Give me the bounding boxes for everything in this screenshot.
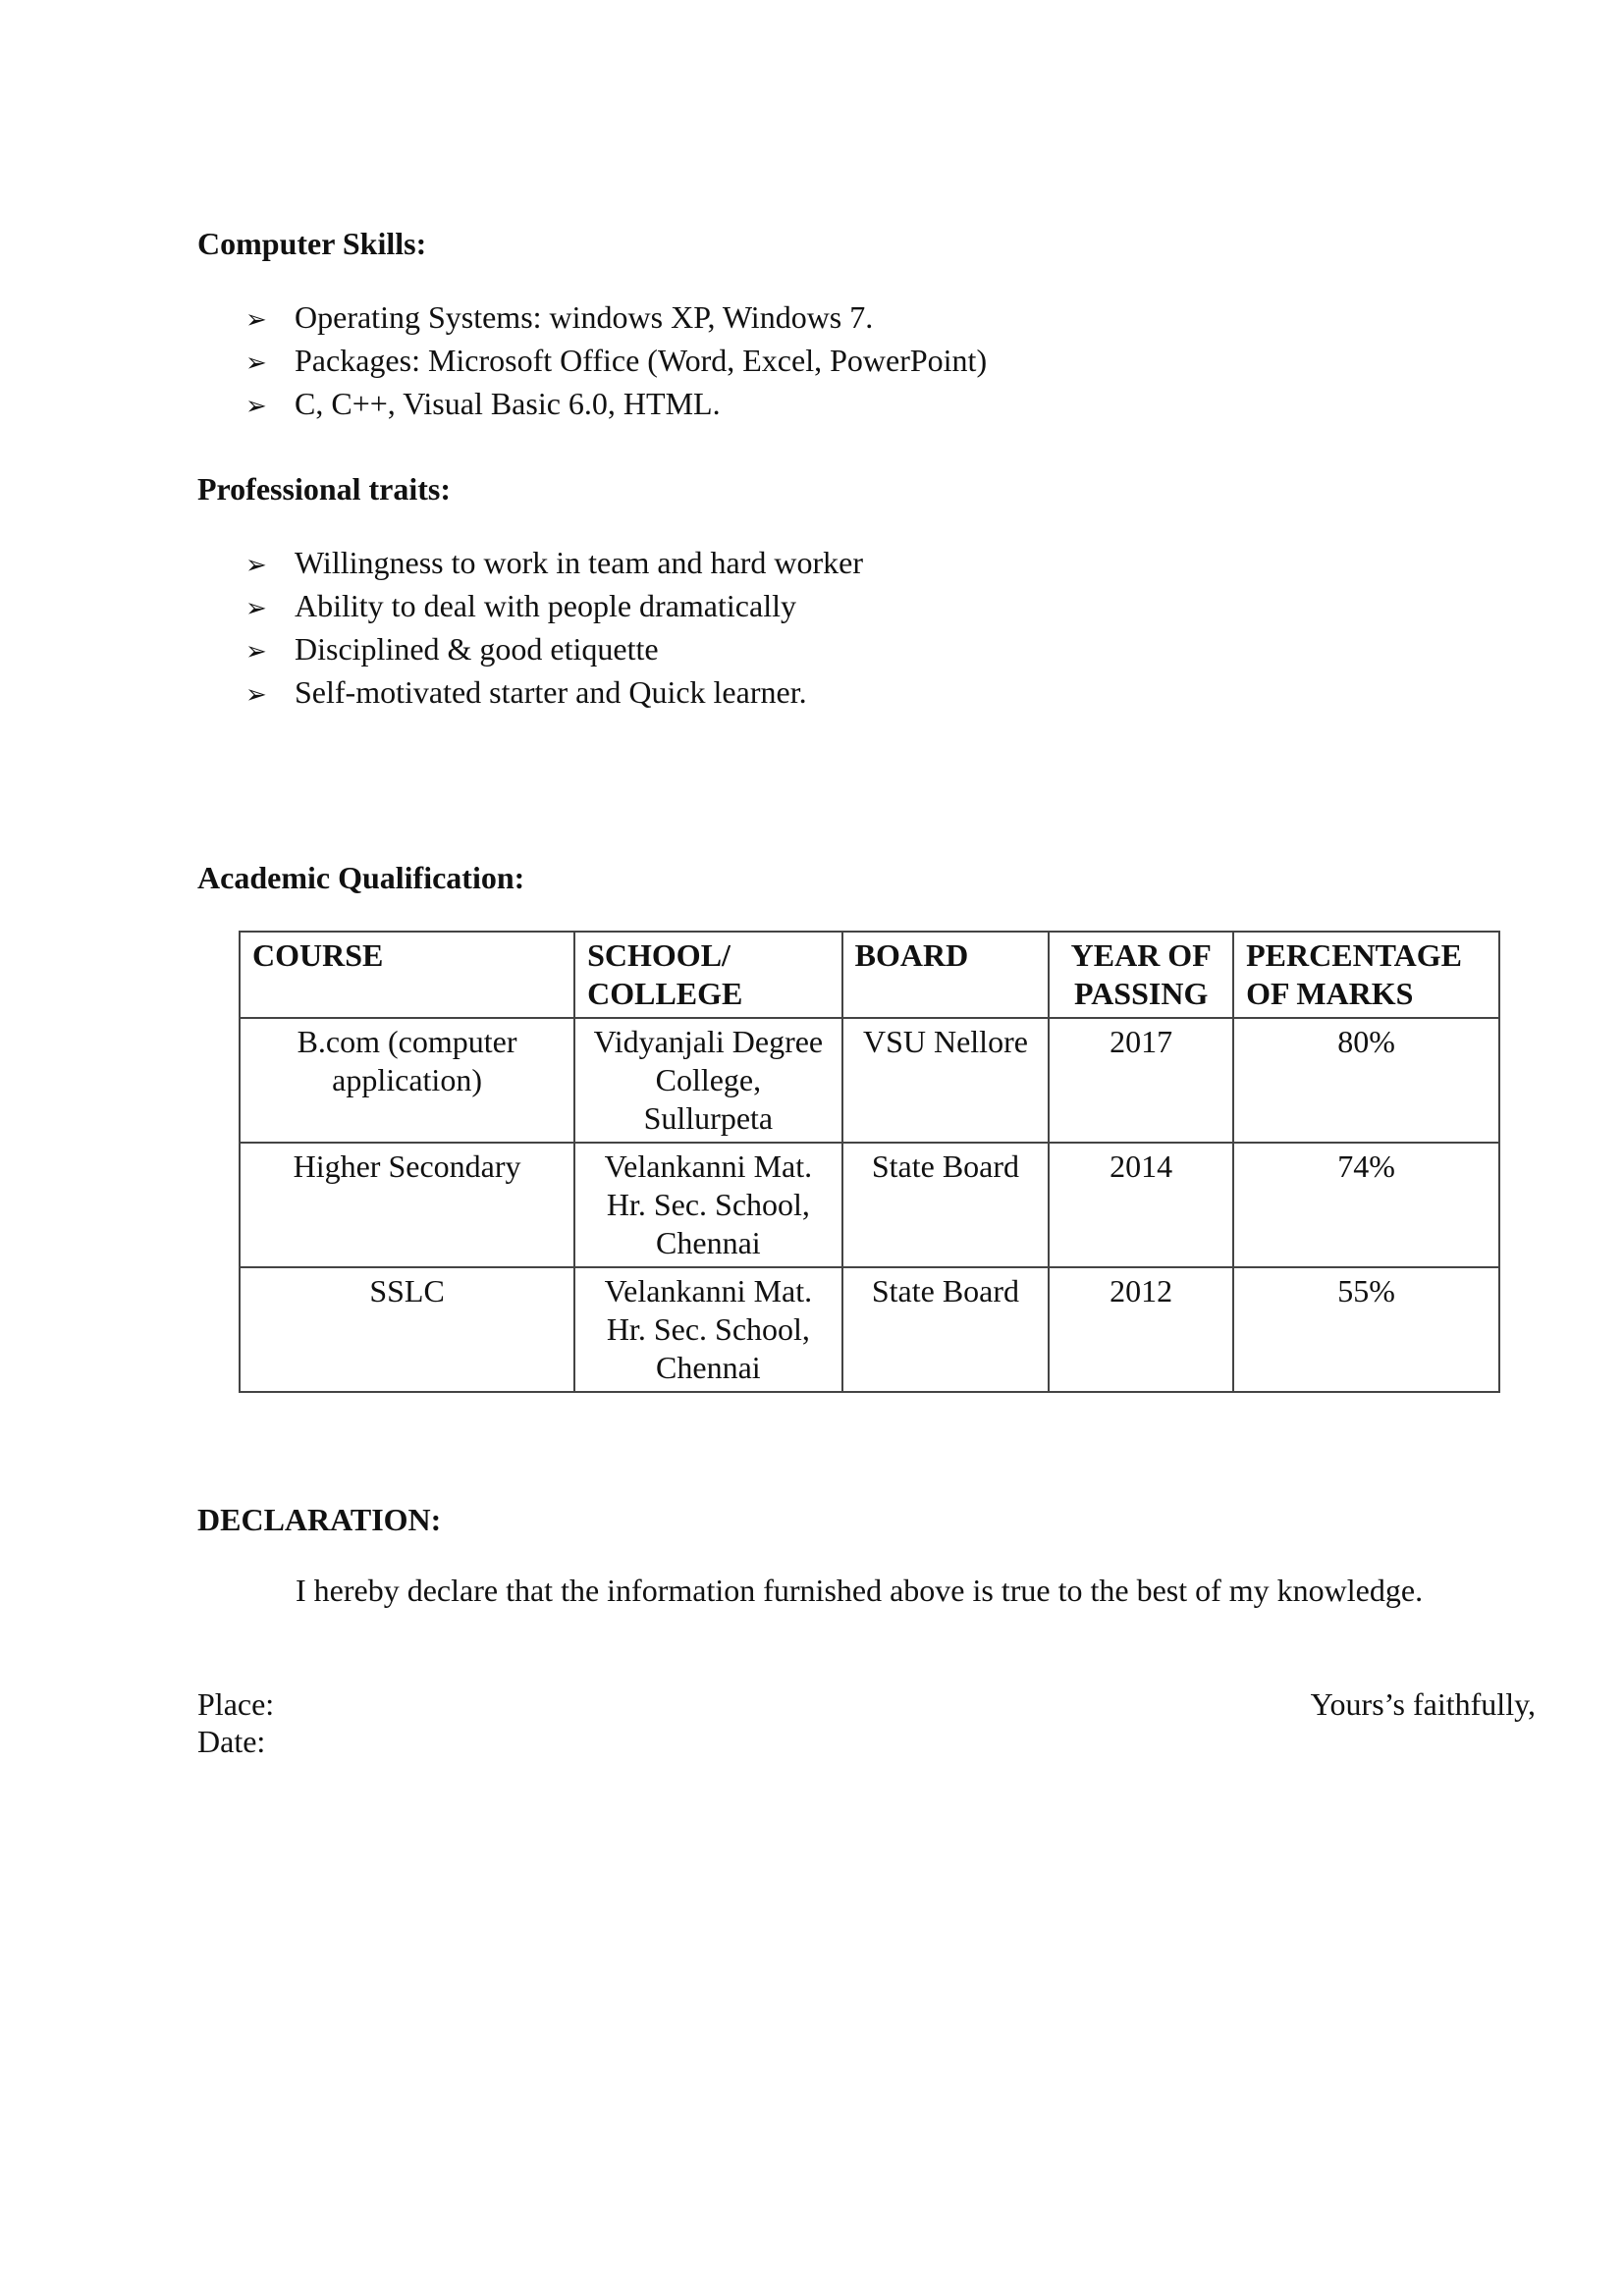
table-row: [240, 1018, 1499, 1143]
cell-course: B.com (computer application): [240, 1018, 574, 1143]
list-item: ➢ Self-motivated starter and Quick learner.: [245, 670, 863, 714]
column-header-percentage: PERCENTAGE OF MARKS: [1233, 932, 1499, 1018]
date-label: Date:: [197, 1724, 266, 1759]
cell-board: State Board: [842, 1267, 1050, 1392]
cell-year: 2014: [1049, 1143, 1233, 1267]
cell-board: State Board: [842, 1143, 1050, 1267]
cell-school: Vidyanjali Degree College, Sullurpeta: [574, 1018, 842, 1143]
table-row: [240, 1267, 1499, 1392]
cell-percentage: 74%: [1233, 1143, 1499, 1267]
computer-skills-heading: Computer Skills:: [197, 226, 427, 261]
closing-text: Yours’s faithfully,: [1310, 1686, 1536, 1722]
column-header-course: COURSE: [240, 932, 574, 1018]
column-header-year: YEAR OF PASSING: [1049, 932, 1233, 1018]
cell-course: Higher Secondary: [240, 1143, 574, 1267]
academic-qualification-table: [239, 931, 1500, 1393]
list-item: ➢ Ability to deal with people dramatically: [245, 584, 863, 627]
academic-qualification-heading: Academic Qualification:: [197, 860, 525, 895]
list-item: ➢ Willingness to work in team and hard worker: [245, 541, 863, 584]
list-item: ➢ Disciplined & good etiquette: [245, 627, 863, 670]
professional-traits-list: [245, 541, 863, 714]
cell-percentage: 55%: [1233, 1267, 1499, 1392]
list-item: ➢ C, C++, Visual Basic 6.0, HTML.: [245, 382, 987, 425]
arrow-bullet-icon: ➢: [245, 551, 267, 579]
professional-traits-heading: Professional traits:: [197, 471, 452, 507]
arrow-bullet-icon: ➢: [245, 637, 267, 666]
list-item: ➢ Packages: Microsoft Office (Word, Excel, PowerPoint): [245, 339, 987, 382]
arrow-bullet-icon: ➢: [245, 305, 267, 334]
arrow-bullet-icon: ➢: [245, 348, 267, 377]
cell-school: Velankanni Mat. Hr. Sec. School, Chennai: [574, 1267, 842, 1392]
column-header-school: SCHOOL/ COLLEGE: [574, 932, 842, 1018]
arrow-bullet-icon: ➢: [245, 680, 267, 709]
arrow-bullet-icon: ➢: [245, 594, 267, 622]
list-item: ➢ Operating Systems: windows XP, Windows 7.: [245, 295, 987, 339]
cell-course: SSLC: [240, 1267, 574, 1392]
cell-board: VSU Nellore: [842, 1018, 1050, 1143]
cell-year: 2012: [1049, 1267, 1233, 1392]
cell-year: 2017: [1049, 1018, 1233, 1143]
cell-school: Velankanni Mat. Hr. Sec. School, Chennai: [574, 1143, 842, 1267]
arrow-bullet-icon: ➢: [245, 392, 267, 420]
column-header-board: BOARD: [842, 932, 1050, 1018]
computer-skills-list: [245, 295, 987, 425]
table-row: [240, 1143, 1499, 1267]
place-label: Place:: [197, 1686, 275, 1722]
declaration-heading: DECLARATION:: [197, 1502, 442, 1537]
table-header-row: [240, 932, 1499, 1018]
cell-percentage: 80%: [1233, 1018, 1499, 1143]
declaration-text: I hereby declare that the information furnished above is true to the best of my knowledge.: [296, 1573, 1424, 1608]
